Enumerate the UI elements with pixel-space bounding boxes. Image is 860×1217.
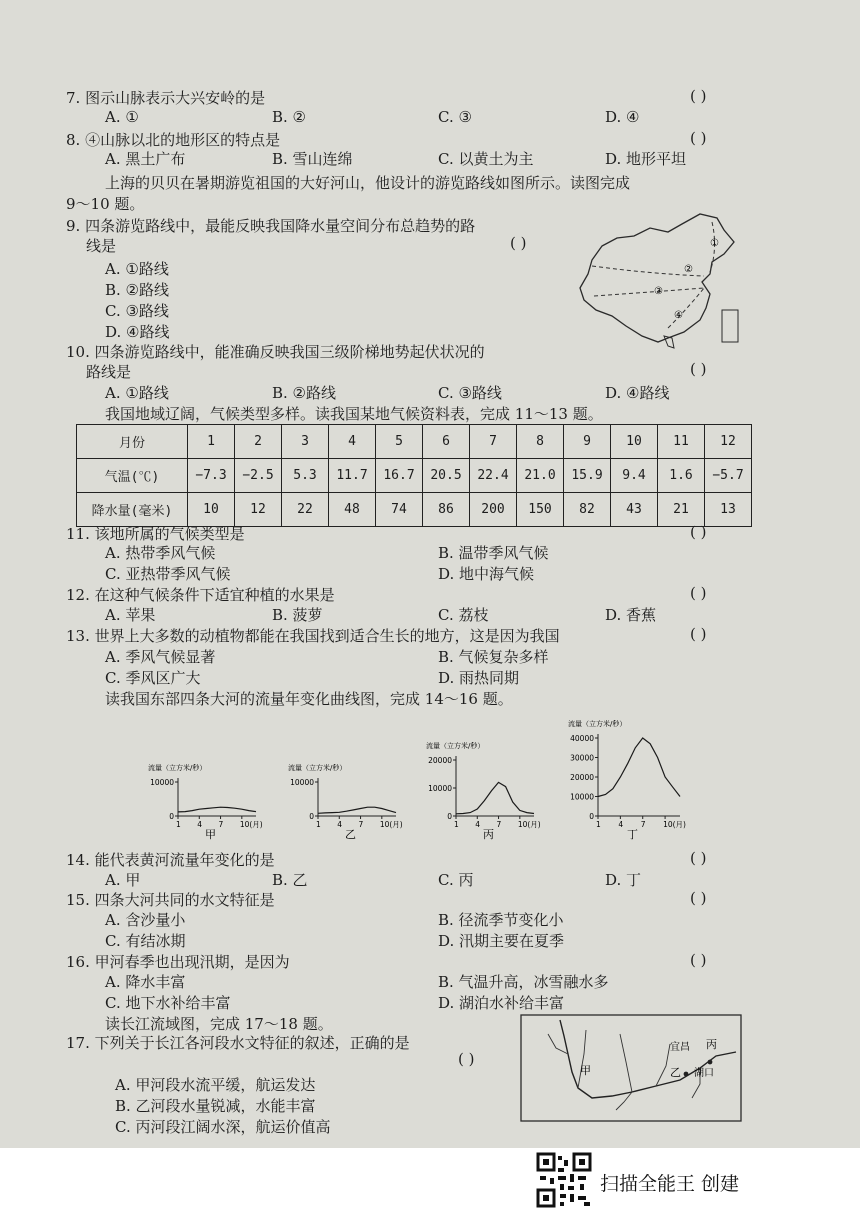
q13-option-d: D. 雨热同期 — [438, 669, 520, 687]
precipitation-cell: 86 — [423, 493, 470, 527]
precipitation-cell: 22 — [282, 493, 329, 527]
temperature-cell: 5.3 — [282, 459, 329, 493]
y-tick-label: 20000 — [570, 773, 594, 782]
scanner-watermark — [0, 1148, 860, 1217]
discharge-chart-ding — [560, 716, 694, 840]
q15-stem: 15. 四条大河共同的水文特征是 — [66, 891, 275, 909]
table-row-months — [77, 425, 752, 459]
map-label-yichang: 宜昌 — [670, 1042, 690, 1053]
q8-option-b: B. 雪山连绵 — [272, 150, 353, 168]
x-tick-label: 7 — [358, 820, 364, 829]
route-label-1: ① — [710, 238, 719, 249]
intro-9-10-line1: 上海的贝贝在暑期游览祖国的大好河山，他设计的游览路线如图所示。读图完成 — [105, 174, 631, 192]
q15-option-d: D. 汛期主要在夏季 — [438, 932, 565, 950]
city-marker — [708, 1060, 713, 1065]
x-tick-label: 4 — [475, 820, 481, 829]
temperature-cell: 21.0 — [517, 459, 564, 493]
precipitation-cell: 43 — [611, 493, 658, 527]
q11-option-a: A. 热带季风气候 — [105, 544, 216, 562]
discharge-chart-jia — [140, 756, 270, 840]
china-route-map — [572, 208, 752, 358]
q8-option-c: C. 以黄土为主 — [438, 150, 534, 168]
q17-option-b: B. 乙河段水量锐减，水能丰富 — [115, 1097, 316, 1115]
q13-option-b: B. 气候复杂多样 — [438, 648, 549, 666]
x-tick-label: 10(月) — [239, 820, 263, 829]
intro-9-10-line2: 9～10 题。 — [66, 195, 145, 213]
q13-option-c: C. 季风区广大 — [105, 669, 201, 687]
chart-title: 丙 — [483, 828, 494, 840]
scanner-app-credit: 扫描全能王 创建 — [600, 1173, 740, 1195]
q14-stem: 14. 能代表黄河流量年变化的是 — [66, 851, 275, 869]
x-tick-label: 1 — [596, 820, 601, 829]
y-tick-label: 10000 — [150, 778, 174, 787]
month-cell: 5 — [376, 425, 423, 459]
row-label-month: 月份 — [77, 425, 188, 459]
q7-answer-paren: ( ) — [690, 87, 707, 105]
month-cell: 12 — [705, 425, 752, 459]
q11-option-d: D. 地中海气候 — [438, 565, 535, 583]
q17-stem: 17. 下列关于长江各河段水文特征的叙述，正确的是 — [66, 1034, 410, 1052]
tributary — [620, 1034, 632, 1092]
y-tick-label: 0 — [589, 812, 594, 821]
tributary — [656, 1044, 670, 1086]
month-cell: 1 — [188, 425, 235, 459]
month-cell: 2 — [235, 425, 282, 459]
x-tick-label: 7 — [218, 820, 224, 829]
row-label-temperature: 气温(℃) — [77, 459, 188, 493]
q12-option-d: D. 香蕉 — [605, 606, 657, 624]
y-tick-label: 20000 — [428, 756, 452, 765]
q16-option-d: D. 湖泊水补给丰富 — [438, 994, 565, 1012]
q11-stem: 11. 该地所属的气候类型是 — [66, 525, 245, 543]
discharge-series-line — [456, 782, 534, 813]
map-label-bing: 丙 — [706, 1038, 717, 1051]
q14-option-b: B. 乙 — [272, 871, 308, 889]
temperature-cell: 22.4 — [470, 459, 517, 493]
x-tick-label: 10(月) — [379, 820, 403, 829]
route-label-3: ③ — [654, 286, 663, 297]
south-sea-inset — [722, 310, 738, 342]
y-axis-label: 流量（立方米/秒） — [288, 764, 347, 772]
q16-option-c: C. 地下水补给丰富 — [105, 994, 231, 1012]
q15-answer-paren: ( ) — [690, 889, 707, 907]
table-row-temperature — [77, 459, 752, 493]
precipitation-cell: 48 — [329, 493, 376, 527]
route-label-2: ② — [684, 264, 693, 275]
precipitation-cell: 10 — [188, 493, 235, 527]
temperature-cell: 11.7 — [329, 459, 376, 493]
map-label-hukou: 湖口 — [694, 1068, 714, 1079]
temperature-cell: 9.4 — [611, 459, 658, 493]
q12-option-b: B. 菠萝 — [272, 606, 323, 624]
q17-option-a: A. 甲河段水流平缓，航运发达 — [115, 1076, 316, 1094]
month-cell: 4 — [329, 425, 376, 459]
month-cell: 11 — [658, 425, 705, 459]
q17-answer-paren: ( ) — [458, 1050, 475, 1068]
q14-option-d: D. 丁 — [605, 871, 642, 889]
q10-option-a: A. ①路线 — [105, 384, 169, 402]
y-tick-label: 40000 — [570, 734, 594, 743]
q8-option-a: A. 黑土广布 — [105, 150, 186, 168]
q10-option-c: C. ③路线 — [438, 384, 502, 402]
yangtze-basin-map — [520, 1014, 742, 1122]
q15-option-b: B. 径流季节变化小 — [438, 911, 564, 929]
x-tick-label: 10(月) — [517, 820, 541, 829]
q16-option-b: B. 气温升高，冰雪融水多 — [438, 973, 609, 991]
y-tick-label: 30000 — [570, 753, 594, 763]
q12-option-a: A. 苹果 — [105, 606, 156, 624]
y-tick-label: 10000 — [570, 792, 594, 802]
q16-option-a: A. 降水丰富 — [105, 973, 186, 991]
route-4-line — [668, 288, 704, 328]
month-cell: 9 — [564, 425, 611, 459]
q9-stem-line1: 9. 四条游览路线中，最能反映我国降水量空间分布总趋势的路 — [66, 217, 476, 235]
month-cell: 8 — [517, 425, 564, 459]
intro-17-18: 读长江流域图，完成 17～18 题。 — [105, 1015, 333, 1033]
month-cell: 10 — [611, 425, 658, 459]
q14-answer-paren: ( ) — [690, 849, 707, 867]
discharge-chart-bing — [418, 738, 548, 840]
discharge-chart-yi — [280, 756, 410, 840]
route-label-4: ④ — [674, 310, 683, 321]
q12-option-c: C. 荔枝 — [438, 606, 489, 624]
precipitation-cell: 82 — [564, 493, 611, 527]
y-axis-label: 流量（立方米/秒） — [148, 764, 207, 772]
q11-answer-paren: ( ) — [690, 523, 707, 541]
discharge-series-line — [598, 738, 680, 797]
y-tick-label: 10000 — [428, 784, 452, 793]
qr-code-icon — [536, 1152, 592, 1208]
x-tick-label: 4 — [618, 820, 624, 829]
q13-stem: 13. 世界上大多数的动植物都能在我国找到适合生长的地方，这是因为我国 — [66, 627, 560, 645]
y-axis-label: 流量（立方米/秒） — [426, 742, 485, 750]
q7-option-d: D. ④ — [605, 108, 640, 126]
q10-answer-paren: ( ) — [690, 360, 707, 378]
q13-answer-paren: ( ) — [690, 625, 707, 643]
q9-option-a: A. ①路线 — [105, 260, 169, 278]
city-marker — [684, 1072, 689, 1077]
x-tick-label: 4 — [337, 820, 343, 829]
q10-stem-line2: 路线是 — [86, 363, 132, 381]
x-tick-label: 1 — [176, 820, 181, 829]
q10-option-d: D. ④路线 — [605, 384, 670, 402]
yangtze-main-stream — [560, 1020, 736, 1098]
temperature-cell: 16.7 — [376, 459, 423, 493]
q10-stem-line1: 10. 四条游览路线中，能准确反映我国三级阶梯地势起伏状况的 — [66, 343, 485, 361]
precipitation-cell: 13 — [705, 493, 752, 527]
q14-option-a: A. 甲 — [105, 871, 141, 889]
q12-stem: 12. 在这种气候条件下适宜种植的水果是 — [66, 586, 335, 604]
temperature-cell: −5.7 — [705, 459, 752, 493]
table-row-precipitation — [77, 493, 752, 527]
tributary — [578, 1030, 586, 1088]
y-tick-label: 10000 — [290, 778, 314, 787]
x-tick-label: 7 — [496, 820, 502, 829]
q15-option-c: C. 有结冰期 — [105, 932, 186, 950]
china-outline — [580, 214, 734, 342]
q10-option-b: B. ②路线 — [272, 384, 337, 402]
y-axis-label: 流量（立方米/秒） — [568, 720, 627, 728]
q9-stem-line2: 线是 — [86, 237, 117, 255]
climate-data-table — [76, 424, 752, 527]
precipitation-cell: 74 — [376, 493, 423, 527]
q11-option-b: B. 温带季风气候 — [438, 544, 549, 562]
x-tick-label: 1 — [454, 820, 459, 829]
temperature-cell: 20.5 — [423, 459, 470, 493]
q16-stem: 16. 甲河春季也出现汛期，是因为 — [66, 953, 290, 971]
q14-option-c: C. 丙 — [438, 871, 474, 889]
q9-option-b: B. ②路线 — [105, 281, 170, 299]
precipitation-cell: 12 — [235, 493, 282, 527]
q7-option-a: A. ① — [105, 108, 139, 126]
map-label-jia: 甲 — [580, 1064, 591, 1077]
q16-answer-paren: ( ) — [690, 951, 707, 969]
q8-option-d: D. 地形平坦 — [605, 150, 687, 168]
discharge-series-line — [178, 807, 256, 812]
q8-answer-paren: ( ) — [690, 129, 707, 147]
x-tick-label: 7 — [640, 820, 646, 829]
temperature-cell: −7.3 — [188, 459, 235, 493]
month-cell: 7 — [470, 425, 517, 459]
q7-option-c: C. ③ — [438, 108, 472, 126]
q9-option-d: D. ④路线 — [105, 323, 170, 341]
q13-option-a: A. 季风气候显著 — [105, 648, 216, 666]
discharge-series-line — [318, 807, 396, 813]
x-tick-label: 1 — [316, 820, 321, 829]
q12-answer-paren: ( ) — [690, 584, 707, 602]
temperature-cell: 15.9 — [564, 459, 611, 493]
temperature-cell: 1.6 — [658, 459, 705, 493]
map-label-yi: 乙 — [670, 1066, 681, 1079]
q8-stem: 8. ④山脉以北的地形区的特点是 — [66, 131, 281, 149]
precipitation-cell: 150 — [517, 493, 564, 527]
chart-title: 甲 — [205, 828, 216, 840]
route-3-line — [594, 288, 704, 296]
chart-title: 乙 — [345, 828, 356, 840]
q9-answer-paren: ( ) — [510, 234, 527, 252]
q17-option-c: C. 丙河段江阔水深，航运价值高 — [115, 1118, 331, 1136]
y-tick-label: 0 — [169, 812, 174, 821]
precipitation-cell: 21 — [658, 493, 705, 527]
intro-14-16: 读我国东部四条大河的流量年变化曲线图，完成 14～16 题。 — [105, 690, 513, 708]
q7-stem: 7. 图示山脉表示大兴安岭的是 — [66, 89, 266, 107]
q9-option-c: C. ③路线 — [105, 302, 169, 320]
precipitation-cell: 200 — [470, 493, 517, 527]
tributary — [548, 1034, 568, 1054]
month-cell: 6 — [423, 425, 470, 459]
temperature-cell: −2.5 — [235, 459, 282, 493]
x-tick-label: 10(月) — [663, 820, 686, 829]
chart-title: 丁 — [627, 828, 638, 840]
q15-option-a: A. 含沙量小 — [105, 911, 186, 929]
y-tick-label: 0 — [447, 812, 452, 821]
row-label-precipitation: 降水量(毫米) — [77, 493, 188, 527]
x-tick-label: 4 — [197, 820, 203, 829]
intro-11-13: 我国地域辽阔，气候类型多样。读我国某地气候资料表，完成 11～13 题。 — [105, 405, 603, 423]
q7-option-b: B. ② — [272, 108, 307, 126]
month-cell: 3 — [282, 425, 329, 459]
y-tick-label: 0 — [309, 812, 314, 821]
q11-option-c: C. 亚热带季风气候 — [105, 565, 231, 583]
